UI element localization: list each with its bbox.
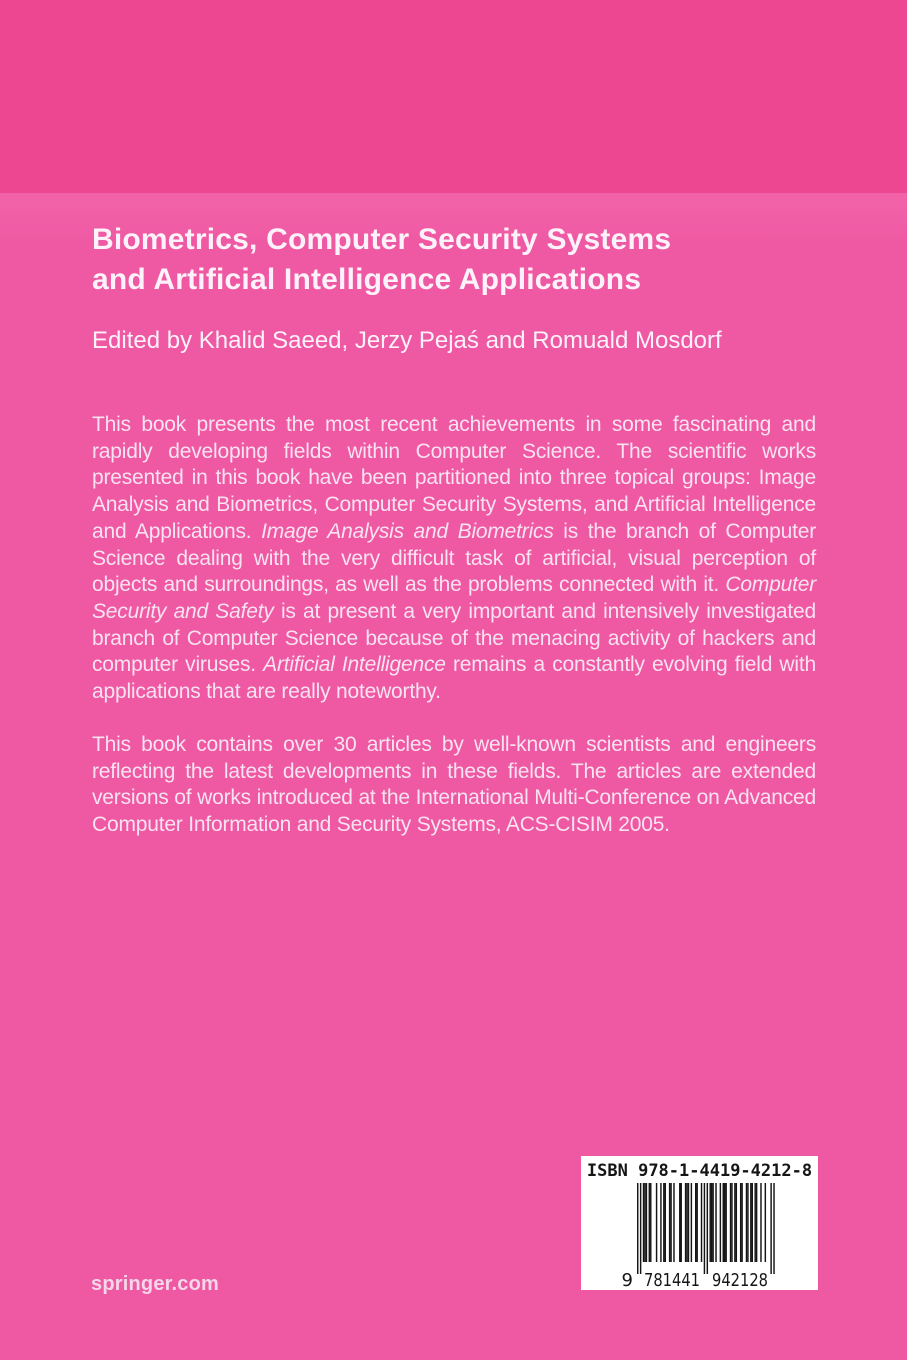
svg-text:942128: 942128	[712, 1270, 768, 1290]
svg-text:9: 9	[621, 1270, 633, 1290]
ean13-barcode-image	[581, 1183, 818, 1290]
description-paragraph-2: This book contains over 30 articles by well-known scientists and engineers reflecting the latest developments in these fields. The articles are extended versions of works introduced at the International Multi-Conference on Advanced Computer Information and Security Systems, ACS-CISIM 2005.	[92, 733, 816, 837]
edited-by-line: Edited by Khalid Saeed, Jerzy Pejaś and Romuald Mosdorf	[92, 327, 722, 354]
book-title	[92, 220, 832, 300]
publisher-website: springer.com	[91, 1273, 219, 1295]
book-title-line-2: and Artificial Intelligence Applications	[92, 263, 642, 296]
top-band	[0, 0, 907, 193]
description-paragraph-1: This book presents the most recent achievements in some fascinating and rapidly developing fields within Computer Science. The scientific works presented in this book have been partitioned into three topical groups: Image Analysis and Biometrics, Computer Security Systems, and Artificial Intelligence and Applications. Image Analysis and Biometrics is the branch of Computer Science dealing with the very difficult task of artificial, visual perception of objects and surroundings, as well as the problems connected with it. Computer Security and Safety is at present a very important and intensively investigated branch of Computer Science because of the menacing activity of hackers and computer viruses. Artificial Intelligence remains a constantly evolving field with applications that are really noteworthy.	[92, 413, 816, 704]
isbn-number-label: ISBN 978-1-4419-4212-8	[586, 1161, 813, 1181]
book-title-line-1: Biometrics, Computer Security Systems	[92, 223, 672, 256]
svg-text:781441: 781441	[644, 1270, 700, 1290]
isbn-barcode-box	[581, 1156, 818, 1290]
